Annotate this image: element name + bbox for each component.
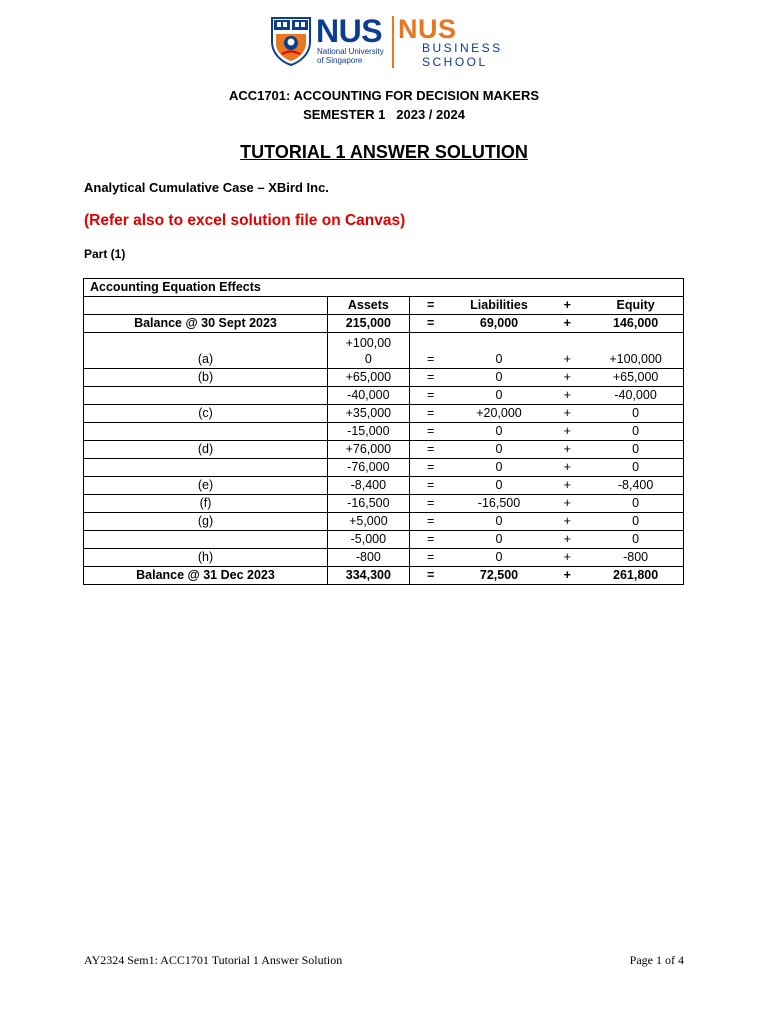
header-liabilities: Liabilities (452, 297, 547, 315)
row-equals: = (409, 459, 451, 477)
opening-balance-row (84, 315, 684, 333)
row-assets: +65,000 (327, 369, 409, 387)
row-equals: = (409, 549, 451, 567)
business-word: BUSINESS (422, 41, 503, 55)
row-assets: -76,000 (327, 459, 409, 477)
row-equals: = (409, 477, 451, 495)
row-assets: +5,000 (327, 513, 409, 531)
row-label: (d) (84, 441, 328, 459)
row-liabilities: 0 (452, 369, 547, 387)
closing-balance-row (84, 567, 684, 585)
table-title: Accounting Equation Effects (84, 279, 684, 297)
table-row (84, 423, 684, 441)
row-equity: 0 (588, 441, 683, 459)
opening-label: Balance @ 30 Sept 2023 (84, 315, 328, 333)
table-row (84, 477, 684, 495)
table-row (84, 531, 684, 549)
business-school-nus: NUS (398, 14, 457, 44)
row-equals: = (409, 333, 451, 369)
header-equity: Equity (588, 297, 683, 315)
table-row (84, 333, 684, 369)
nus-subtitle-line-1: National University (317, 47, 384, 56)
row-liabilities: 0 (452, 459, 547, 477)
row-plus: + (546, 477, 588, 495)
row-equals: = (409, 441, 451, 459)
row-equals: = (409, 531, 451, 549)
row-label (84, 387, 328, 405)
closing-plus: + (546, 567, 588, 585)
table-header-row (84, 297, 684, 315)
row-assets (327, 333, 409, 369)
row-plus: + (546, 369, 588, 387)
row-assets: -15,000 (327, 423, 409, 441)
table-row (84, 459, 684, 477)
row-label: (h) (84, 549, 328, 567)
row-liabilities: 0 (452, 387, 547, 405)
row-liabilities: 0 (452, 441, 547, 459)
row-equals: = (409, 423, 451, 441)
row-equals: = (409, 495, 451, 513)
school-word: SCHOOL (422, 55, 488, 69)
row-liabilities: -16,500 (452, 495, 547, 513)
row-label (84, 423, 328, 441)
header-equals: = (409, 297, 451, 315)
row-label: (c) (84, 405, 328, 423)
logo-divider (392, 16, 394, 68)
row-assets-line-1: +100,00 (345, 336, 392, 350)
closing-label: Balance @ 31 Dec 2023 (84, 567, 328, 585)
row-liabilities: 0 (452, 549, 547, 567)
row-plus: + (546, 387, 588, 405)
row-assets: +35,000 (327, 405, 409, 423)
row-liabilities: 0 (452, 477, 547, 495)
row-liabilities: 0 (452, 423, 547, 441)
case-title: Analytical Cumulative Case – XBird Inc. (84, 180, 329, 195)
row-equity: -800 (588, 549, 683, 567)
row-equals: = (409, 387, 451, 405)
row-plus: + (546, 441, 588, 459)
nus-crest-icon (270, 16, 312, 66)
row-label: (g) (84, 513, 328, 531)
footer-document-title: AY2324 Sem1: ACC1701 Tutorial 1 Answer Solution (84, 953, 343, 967)
opening-equity: 146,000 (588, 315, 683, 333)
row-plus: + (546, 405, 588, 423)
semester-line: SEMESTER 1 2023 / 2024 (303, 107, 465, 122)
row-label: (f) (84, 495, 328, 513)
row-equity: +100,000 (588, 333, 683, 369)
closing-assets: 334,300 (327, 567, 409, 585)
nus-subtitle-line-2: of Singapore (317, 56, 363, 65)
row-liabilities: 0 (452, 333, 547, 369)
row-equals: = (409, 513, 451, 531)
row-plus: + (546, 333, 588, 369)
table-row (84, 549, 684, 567)
row-plus: + (546, 513, 588, 531)
row-equals: = (409, 405, 451, 423)
table-row (84, 405, 684, 423)
row-assets: -8,400 (327, 477, 409, 495)
row-plus: + (546, 423, 588, 441)
row-plus: + (546, 531, 588, 549)
row-equity: +65,000 (588, 369, 683, 387)
table-row (84, 387, 684, 405)
row-label (84, 459, 328, 477)
table-row (84, 369, 684, 387)
header-plus: + (546, 297, 588, 315)
closing-liabilities: 72,500 (452, 567, 547, 585)
opening-assets: 215,000 (327, 315, 409, 333)
row-assets: -16,500 (327, 495, 409, 513)
row-equity: 0 (588, 423, 683, 441)
header-label (84, 297, 328, 315)
row-assets: -40,000 (327, 387, 409, 405)
row-liabilities: +20,000 (452, 405, 547, 423)
table-row (84, 495, 684, 513)
tutorial-title: TUTORIAL 1 ANSWER SOLUTION (240, 142, 528, 162)
row-label: (e) (84, 477, 328, 495)
row-equity: 0 (588, 513, 683, 531)
nus-business-school-logo (270, 14, 502, 72)
course-title: ACC1701: ACCOUNTING FOR DECISION MAKERS (228, 88, 540, 103)
row-label (84, 531, 328, 549)
row-plus: + (546, 495, 588, 513)
part-label: Part (1) (84, 247, 126, 261)
footer-page-number: Page 1 of 4 (629, 953, 684, 967)
nus-wordmark: NUS (316, 13, 383, 49)
closing-equals: = (409, 567, 451, 585)
refer-note: (Refer also to excel solution file on Canvas) (84, 212, 406, 229)
row-equity: 0 (588, 531, 683, 549)
row-liabilities: 0 (452, 513, 547, 531)
row-label: (a) (84, 333, 328, 369)
row-plus: + (546, 459, 588, 477)
row-equity: 0 (588, 405, 683, 423)
closing-equity: 261,800 (588, 567, 683, 585)
row-assets: -800 (327, 549, 409, 567)
table-row (84, 441, 684, 459)
header-assets: Assets (327, 297, 409, 315)
row-assets: -5,000 (327, 531, 409, 549)
row-equity: 0 (588, 495, 683, 513)
opening-plus: + (546, 315, 588, 333)
table-row (84, 513, 684, 531)
row-equals: = (409, 369, 451, 387)
opening-equals: = (409, 315, 451, 333)
opening-liabilities: 69,000 (452, 315, 547, 333)
row-assets-line-2: 0 (364, 352, 372, 366)
row-equity: 0 (588, 459, 683, 477)
row-assets: +76,000 (327, 441, 409, 459)
row-label: (b) (84, 369, 328, 387)
nus-subtitle (317, 47, 384, 65)
row-plus: + (546, 549, 588, 567)
row-equity: -40,000 (588, 387, 683, 405)
accounting-equation-table (83, 278, 684, 585)
table-title-row (84, 279, 684, 297)
row-liabilities: 0 (452, 531, 547, 549)
row-equity: -8,400 (588, 477, 683, 495)
